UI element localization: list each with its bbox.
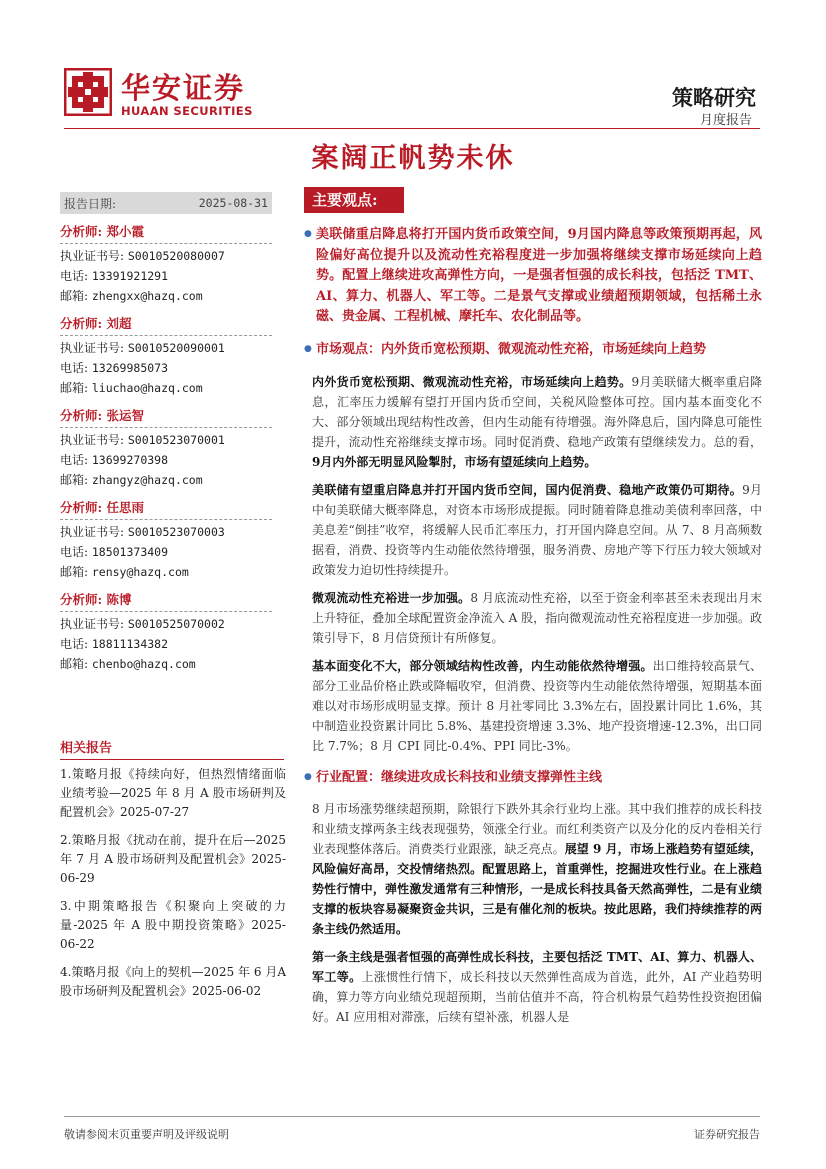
analyst-phone: [60, 634, 272, 654]
logo-mark-icon: [64, 68, 112, 116]
paragraph: [304, 480, 762, 580]
analyst-cert: [60, 246, 272, 266]
analyst-email-value: rensy@hazq.com: [91, 565, 189, 579]
key-point-3: [304, 768, 762, 789]
analyst-email-label: 邮箱:: [60, 657, 92, 671]
related-report-item[interactable]: 2.策略月报《扰动在前，提升在后—2025 年 7 月 A 股市场研判及配置机会》2025-06-29: [60, 833, 286, 885]
report-title: 案阔正帆势未休: [311, 143, 515, 174]
section-title: 主要观点:: [304, 187, 404, 213]
analyst-cert: [60, 430, 272, 450]
analyst-phone-label: 电话:: [60, 453, 92, 467]
footer-label: 证券研究报告: [694, 1128, 760, 1141]
date-label: 报告日期:: [64, 196, 117, 211]
analyst-phone-value: 13699270398: [91, 453, 169, 467]
paragraph-lead: 微观流动性充裕进一步加强。: [312, 591, 471, 605]
analyst-name: 分析师: 陈博: [60, 590, 272, 612]
paragraph-body: 9月美联储大概率重启降息，汇率压力缓解有望打开国内货币空间，关税风险整体可控。国内基本面变化不大、部分领域出现结构性改善，但内生动能有待增强。海外降息后，国内降息可能性提升，流动性充裕继续支撑市场。同时促消费、稳地产政策有望继续发力。总的看，: [312, 375, 762, 449]
analyst-cert-value: S0010520080007: [127, 249, 225, 263]
paragraph-body: 上涨惯性行情下，成长科技以天然弹性高成为首选，此外，AI 产业趋势明确，算力等方向业绩兑现超预期，当前估值并不高，符合机构景气趋势性投资抱团偏好。AI 应用相对滞涨，后续有望补涨，机器人是: [312, 969, 762, 1024]
paragraph: [304, 588, 762, 648]
analyst-card: [60, 590, 272, 674]
analyst-cert-value: S0010523070003: [127, 525, 225, 539]
paragraph: [304, 656, 762, 756]
logo-english-name: HUAAN SECURITIES: [121, 104, 253, 118]
related-reports-title: 相关报告: [60, 737, 284, 760]
paragraph: [304, 799, 762, 939]
paragraph-body: 8 月市场涨势继续超预期，除银行下跌外其余行业均上涨。其中我们推荐的成长科技和业绩支撑两条主线表现强势，领涨全行业。而红利类资产以及分化的反内卷相关行业表现整体落后。消费类行业跟涨，缺乏亮点。: [312, 801, 762, 856]
analyst-phone-value: 18501373409: [91, 545, 169, 559]
analyst-phone: [60, 266, 272, 286]
bullet-icon: ●: [304, 229, 312, 239]
paragraph: [304, 947, 762, 1027]
analyst-email[interactable]: [60, 286, 272, 306]
bullet-icon: ●: [304, 343, 312, 354]
analyst-cert: [60, 614, 272, 634]
report-date-bar: [60, 192, 272, 214]
analyst-card: [60, 406, 272, 490]
analyst-email-value: zhengxx@hazq.com: [91, 289, 203, 303]
company-logo: [64, 66, 254, 122]
analyst-email[interactable]: [60, 470, 272, 490]
footer-divider: [64, 1116, 760, 1117]
analyst-email-label: 邮箱:: [60, 381, 92, 395]
analyst-name: 分析师: 张运智: [60, 406, 272, 428]
logo-chinese-name: 华安证券: [121, 71, 246, 105]
analyst-card: [60, 222, 272, 306]
analyst-list: [60, 222, 272, 674]
key-point-text: 行业配置：继续进攻成长科技和业绩支撑弹性主线: [316, 770, 603, 785]
related-report-item[interactable]: 3.中期策略报告《积聚向上突破的力量-2025 年 A 股中期投资策略》2025-06-22: [60, 899, 286, 951]
paragraph-emphasis: 9月内外部无明显风险掣肘，市场有望延续向上趋势。: [312, 455, 597, 469]
key-point-1: [304, 225, 762, 328]
related-reports-list: [60, 765, 286, 1010]
related-report-item[interactable]: 4.策略月报《向上的契机—2025 年 6 月A股市场研判及配置机会》2025-06-02: [60, 965, 286, 998]
key-point-text: 美联储重启降息将打开国内货币政策空间，9月国内降息等政策预期再起，风险偏好高位提升以及流动性充裕程度进一步加强将继续支撑市场延续向上趋势。配置上继续进攻高弹性方向，一是强者恒强的成长科技，包括泛 TMT、AI、算力、机器人、军工等。二是景气支撑或业绩超预期领域，包括稀土永磁、贵金属、工程机械、摩托车、农化制品等。: [316, 227, 762, 324]
analyst-phone: [60, 542, 272, 562]
analyst-card: [60, 314, 272, 398]
paragraph-body: 出口维持较高景气、部分工业品价格止跌或降幅收窄，但消费、投资等内生动能依然待增强，短期基本面难以对市场形成明显支撑。预计 8 月社零同比 3.3%左右，固投累计同比 1.6%，其中制造业投资累计同比 5.8%、基建投资增速 3.3%、地产投资增速-12.3%，出口同比 7.7%；8 月 CPI 同比-0.4%、PPI 同比-3%。: [312, 659, 762, 753]
paragraph-body: 8 月底流动性充裕，以至于资金利率甚至未表现出月末上升特征，叠加全球配置资金净流入 A 股，指向微观流动性充裕程度进一步加强。政策引导下，8 月信贷预计有所修复。: [312, 591, 762, 645]
analyst-cert-label: 执业证书号:: [60, 617, 128, 631]
paragraph-emphasis: 展望 9 月，市场上涨趋势有望延续，风险偏好高昂，交投情绪热烈。配置思路上，首重弹性，挖掘进攻性行业。在上涨趋势性行情中，弹性激发通常有三种情形，一是成长科技具备天然高弹性，二是有业绩支撑的板块容易凝聚资金共识，三是有催化剂的板块。按此思路，我们持续推荐的两条主线仍然适用。: [312, 841, 762, 936]
key-point-2: [304, 340, 762, 361]
paragraph-lead: 内外货币宽松预期、微观流动性充裕，市场延续向上趋势。: [312, 375, 632, 389]
analyst-email-value: chenbo@hazq.com: [91, 657, 196, 671]
analyst-card: [60, 498, 272, 582]
analyst-phone-value: 13391921291: [91, 269, 169, 283]
doc-type: 策略研究: [672, 85, 756, 110]
key-point-text: 市场观点：内外货币宽松预期、微观流动性充裕，市场延续向上趋势: [316, 341, 707, 357]
analyst-phone: [60, 358, 272, 378]
analyst-email-value: liuchao@hazq.com: [91, 381, 203, 395]
paragraph-body: 9月中旬美联储大概率降息，对资本市场形成提振。同时随着降息推动美债利率回落，中美息差“倒挂”收窄，将缓解人民币汇率压力，打开国内降息空间。从 7、8 月高频数据看，消费、投资等内生动能依然待增强，服务消费、房地产等下行压力较大领域对政策发力迫切性持续提升。: [312, 483, 762, 577]
analyst-phone-label: 电话:: [60, 545, 92, 559]
analyst-phone-value: 13269985073: [91, 361, 169, 375]
footer-disclaimer: 敬请参阅末页重要声明及评级说明: [64, 1128, 229, 1141]
analyst-email-label: 邮箱:: [60, 473, 92, 487]
main-content: [304, 187, 762, 1027]
related-report-item[interactable]: 1.策略月报《持续向好，但热烈情绪面临业绩考验—2025 年 8 月 A 股市场研判及配置机会》2025-07-27: [60, 767, 286, 819]
analyst-cert-label: 执业证书号:: [60, 433, 128, 447]
paragraph: [304, 372, 762, 472]
analyst-email[interactable]: [60, 378, 272, 398]
analyst-cert-value: S0010525070002: [127, 617, 225, 631]
analyst-email-label: 邮箱:: [60, 289, 92, 303]
analyst-name: 分析师: 任思雨: [60, 498, 272, 520]
analyst-cert-value: S0010520090001: [127, 341, 225, 355]
analyst-phone-label: 电话:: [60, 361, 92, 375]
doc-subtype: 月度报告: [699, 113, 752, 128]
analyst-phone-label: 电话:: [60, 269, 92, 283]
analyst-phone-value: 18811134382: [91, 637, 169, 651]
analyst-email-value: zhangyz@hazq.com: [91, 473, 203, 487]
analyst-email[interactable]: [60, 654, 272, 674]
analyst-name: 分析师: 刘超: [60, 314, 272, 336]
date-value: 2025-08-31: [198, 196, 268, 210]
analyst-cert-label: 执业证书号:: [60, 249, 128, 263]
analyst-cert-label: 执业证书号:: [60, 525, 128, 539]
analyst-cert-label: 执业证书号:: [60, 341, 128, 355]
analyst-cert: [60, 338, 272, 358]
analyst-name: 分析师: 郑小霞: [60, 222, 272, 244]
analyst-email[interactable]: [60, 562, 272, 582]
analyst-phone: [60, 450, 272, 470]
analyst-email-label: 邮箱:: [60, 565, 92, 579]
sidebar: [60, 192, 272, 674]
paragraph-lead: 第一条主线是强者恒强的高弹性成长科技，主要包括泛 TMT、AI、算力、机器人、军工等。: [312, 949, 762, 984]
bullet-icon: ●: [304, 772, 312, 782]
paragraph-lead: 美联储有望重启降息并打开国内货币空间，国内促消费、稳地产政策仍可期待。: [312, 483, 743, 497]
header-divider: [64, 128, 760, 129]
paragraph-lead: 基本面变化不大，部分领域结构性改善，内生动能依然待增强。: [312, 659, 653, 673]
analyst-cert-value: S0010523070001: [127, 433, 225, 447]
analyst-phone-label: 电话:: [60, 637, 92, 651]
analyst-cert: [60, 522, 272, 542]
